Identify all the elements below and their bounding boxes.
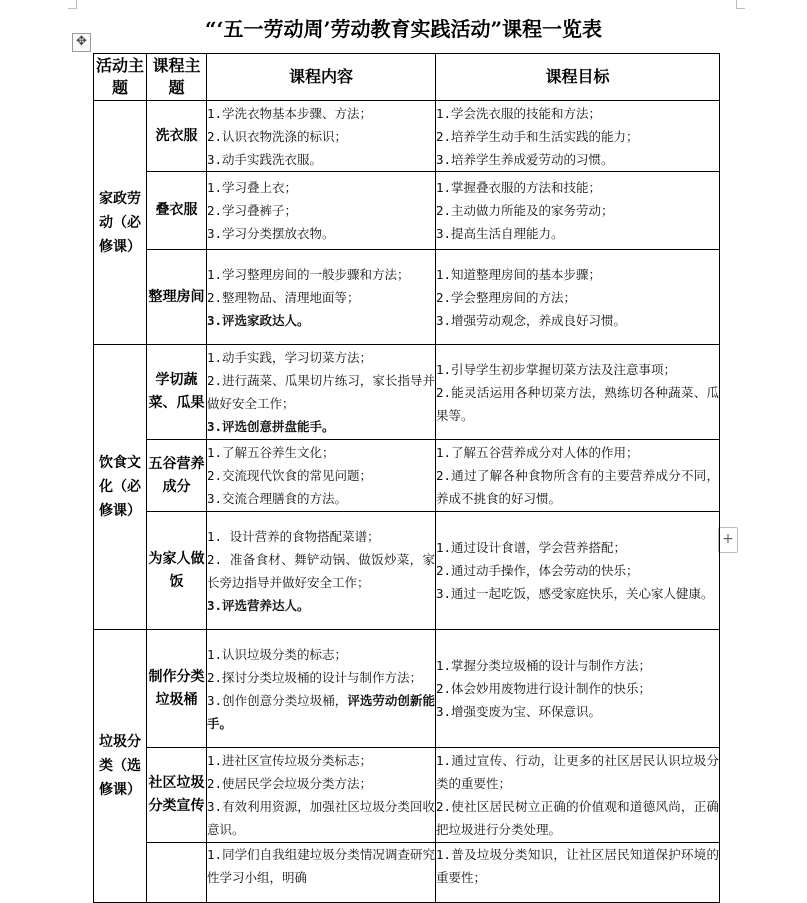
goal-cell <box>436 101 720 172</box>
goal-line: 2.培养学生动手和生活实践的能力； <box>436 128 639 144</box>
content-cell <box>207 250 436 345</box>
goal-cell <box>436 748 720 843</box>
topic-cell: 为家人做饭 <box>147 512 207 630</box>
content-line: 1.了解五谷养生文化； <box>207 445 335 460</box>
table-row <box>94 345 720 440</box>
content-line: 1. 设计营养的食物搭配菜谱； <box>207 528 380 544</box>
course-table <box>93 53 720 903</box>
table-row <box>94 748 720 843</box>
add-column-icon[interactable]: + <box>718 527 738 553</box>
goal-line: 1.知道整理房间的基本步骤； <box>436 266 602 282</box>
content-line: 1.进社区宣传垃圾分类标志； <box>207 753 373 768</box>
content-line: 1.学习整理房间的一般步骤和方法； <box>207 266 410 282</box>
content-line: 1.动手实践，学习切菜方法； <box>207 350 373 365</box>
goal-line: 1.通过宣传、行动，让更多的社区居民认识垃圾分类的重要性； <box>436 753 719 791</box>
content-line-bold: 3.评选创意拼盘能手。 <box>207 419 335 434</box>
page-corner-mark-left <box>68 0 77 9</box>
header-theme: 活动主题 <box>94 54 147 101</box>
content-line: 1.学习叠上衣； <box>207 180 298 195</box>
goal-line: 3.通过一起吃饭，感受家庭快乐，关心家人健康。 <box>436 586 714 601</box>
content-cell <box>207 748 436 843</box>
table-row <box>94 440 720 512</box>
content-line: 2.学习叠裤子； <box>207 203 298 218</box>
goal-line: 1.了解五谷营养成分对人体的作用； <box>436 445 639 460</box>
header-topic: 课程主题 <box>147 54 207 101</box>
content-cell <box>207 630 436 748</box>
goal-line: 3.培养学生养成爱劳动的习惯。 <box>436 151 614 167</box>
goal-cell <box>436 630 720 748</box>
table-row <box>94 630 720 748</box>
content-cell <box>207 345 436 440</box>
content-line: 2.探讨分类垃圾桶的设计与制作方法； <box>207 669 423 685</box>
content-line-bold: 3.评选营养达人。 <box>207 597 310 613</box>
goal-line: 1.学会洗衣服的技能和方法； <box>436 105 602 121</box>
topic-cell: 学切蔬菜、瓜果 <box>147 345 207 440</box>
header-row <box>94 54 720 101</box>
goal-line: 1.通过设计食谱，学会营养搭配； <box>436 540 627 555</box>
goal-line: 3.增强变废为宝、环保意识。 <box>436 704 602 719</box>
content-cell <box>207 172 436 250</box>
goal-line: 2.主动做力所能及的家务劳动； <box>436 203 614 218</box>
goal-line: 2.通过动手操作，体会劳动的快乐； <box>436 563 639 578</box>
content-line: 2.交流现代饮食的常见问题； <box>207 468 373 483</box>
topic-cell: 制作分类垃圾桶 <box>147 630 207 748</box>
content-cell <box>207 440 436 512</box>
content-line: 1.认识垃圾分类的标志； <box>207 646 348 662</box>
goal-cell <box>436 512 720 630</box>
goal-line: 2.体会妙用废物进行设计制作的快乐； <box>436 681 652 696</box>
content-line: 3.动手实践洗衣服。 <box>207 151 323 167</box>
goal-line: 2.学会整理房间的方法； <box>436 289 577 305</box>
content-line: 1.同学们自我组建垃圾分类情况调查研究性学习小组，明确 <box>207 847 435 885</box>
content-line: 2.整理物品、清理地面等； <box>207 289 360 305</box>
table-row <box>94 101 720 172</box>
content-cell <box>207 101 436 172</box>
topic-cell: 社区垃圾分类宣传 <box>147 748 207 843</box>
table-move-handle-icon[interactable]: ✥ <box>72 33 91 52</box>
goal-line: 2.使社区居民树立正确的价值观和道德风尚，正确把垃圾进行分类处理。 <box>436 799 719 837</box>
content-line: 3.交流合理膳食的方法。 <box>207 491 348 506</box>
topic-cell: 整理房间 <box>147 250 207 345</box>
content-line: 2.进行蔬菜、瓜果切片练习，家长指导并做好安全工作； <box>207 373 435 411</box>
goal-cell <box>436 250 720 345</box>
content-line: 2.使居民学会垃圾分类方法； <box>207 776 373 791</box>
content-line: 2.认识衣物洗涤的标识； <box>207 128 348 144</box>
content-cell <box>207 512 436 630</box>
theme-cell: 家政劳动（必修课） <box>94 101 147 345</box>
topic-cell: 洗衣服 <box>147 101 207 172</box>
content-line: 1.学洗衣物基本步骤、方法； <box>207 105 373 121</box>
goal-line: 2.能灵活运用各种切菜方法，熟练切各种蔬菜、瓜果等。 <box>436 384 719 423</box>
content-line: 3.学习分类摆放衣物。 <box>207 226 335 241</box>
topic-cell: 叠衣服 <box>147 172 207 250</box>
goal-line: 1.引导学生初步掌握切菜方法及注意事项； <box>436 361 677 377</box>
topic-cell <box>147 843 207 903</box>
goal-line: 3.提高生活自理能力。 <box>436 226 564 241</box>
theme-cell: 垃圾分类（选修课） <box>94 630 147 903</box>
goal-cell <box>436 172 720 250</box>
topic-cell: 五谷营养成分 <box>147 440 207 512</box>
goal-cell <box>436 345 720 440</box>
table-row <box>94 172 720 250</box>
goal-line: 3.增强劳动观念，养成良好习惯。 <box>436 312 627 328</box>
page-corner-mark-right <box>736 0 745 9</box>
header-goal: 课程目标 <box>436 54 720 101</box>
table-row <box>94 250 720 345</box>
header-content: 课程内容 <box>207 54 436 101</box>
goal-line: 1.普及垃圾分类知识，让社区居民知道保护环境的重要性； <box>436 847 719 885</box>
content-line: 3.有效利用资源，加强社区垃圾分类回收意识。 <box>207 799 435 837</box>
content-text-bold: 评选劳动创新能手。 <box>207 692 435 731</box>
table-row <box>94 843 720 903</box>
theme-cell: 饮食文化（必修课） <box>94 345 147 630</box>
goal-cell <box>436 440 720 512</box>
content-cell <box>207 843 436 903</box>
content-text: 3.创作创意分类垃圾桶， <box>207 692 348 708</box>
goal-cell <box>436 843 720 903</box>
table-row <box>94 512 720 630</box>
content-line-bold: 3.评选家政达人。 <box>207 312 310 328</box>
goal-line: 2.通过了解各种食物所含有的主要营养成分不同，养成不挑食的好习惯。 <box>436 468 719 506</box>
goal-line: 1.掌握叠衣服的方法和技能； <box>436 180 602 195</box>
content-line-mixed <box>207 689 435 735</box>
document-title: “‘五一劳动周’劳动教育实践活动”课程一览表 <box>205 17 602 41</box>
content-line: 2. 准备食材、舞铲动锅、做饭炒菜，家长旁边指导并做好安全工作； <box>207 551 435 590</box>
goal-line: 1.掌握分类垃圾桶的设计与制作方法； <box>436 658 652 673</box>
